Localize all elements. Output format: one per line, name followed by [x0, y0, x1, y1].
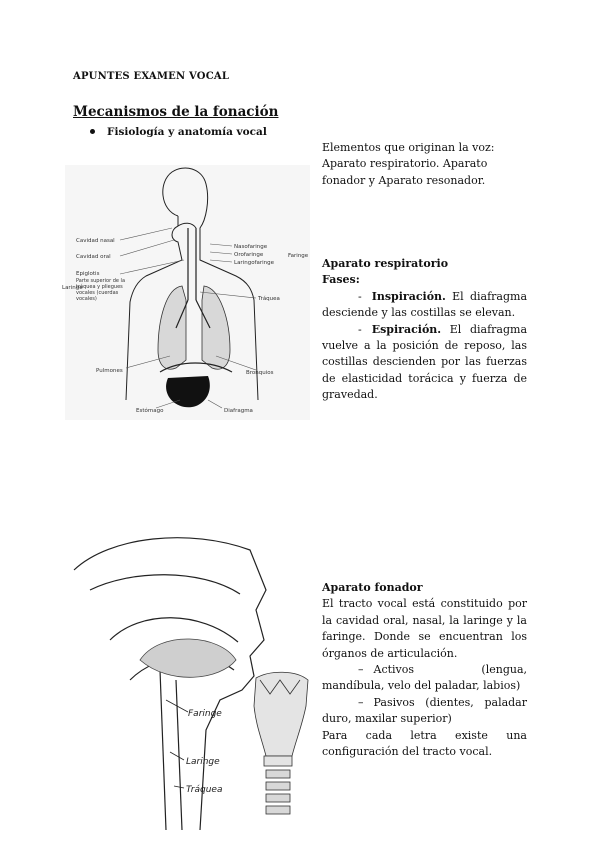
- respiratory-diagram: [60, 160, 315, 425]
- label-laringe-desc: Parte superior de la tráquea y pliegues vocales (cuerdas vocales): [76, 278, 126, 302]
- document-title: APUNTES EXAMEN VOCAL: [73, 71, 230, 82]
- fonador-block: [322, 580, 527, 760]
- label-bronquios: Bronquios: [246, 370, 274, 376]
- larynx-model: [254, 672, 308, 814]
- fonador-body: El tracto vocal está constituido por la cavidad oral, nasal, la laringe y la faringe. Donde se encuentran los órganos de articulación.: [322, 597, 527, 660]
- organos-activos: [322, 662, 527, 695]
- fase-term: Espiración.: [371, 322, 442, 336]
- respiratorio-title: Aparato respiratorio: [322, 257, 449, 270]
- label-laringe-2: Laringe: [186, 757, 220, 767]
- dash-marker: –: [358, 663, 364, 677]
- dash-marker: -: [358, 322, 362, 336]
- bullet-dot-icon: [90, 129, 95, 134]
- fase-term: Inspiración.: [371, 289, 446, 303]
- fase-inspiracion: [322, 289, 527, 322]
- vocal-tract-diagram: [70, 530, 315, 830]
- label-laringe: Laringe: [62, 285, 83, 291]
- organos-text: Activos (lengua, mandíbula, velo del paladar, labios): [322, 663, 527, 693]
- respiratorio-block: [322, 256, 527, 404]
- label-traquea-2: Tráquea: [186, 785, 223, 795]
- organos-pasivos: [322, 695, 527, 728]
- label-orofaringe: Orofaringe: [234, 252, 264, 258]
- dash-marker: –: [358, 695, 364, 709]
- dash-marker: -: [358, 289, 362, 303]
- label-nasofaringe: Nasofaringe: [234, 244, 268, 250]
- label-cavidad-nasal: Cavidad nasal: [76, 238, 115, 244]
- label-pulmones: Pulmones: [96, 368, 123, 374]
- fase-text: El diafragma desciende y las costillas se elevan.: [322, 289, 527, 320]
- organos-text: Pasivos (dientes, paladar duro, maxilar superior): [322, 695, 527, 726]
- fonador-title: Aparato fonador: [322, 581, 423, 594]
- fase-text: El diafragma vuelve a la posición de reposo, las costillas descienden por las fuerzas de elasticidad torácica y fuerza de gravedad.: [322, 322, 527, 402]
- label-epiglotis: Epiglotis: [76, 271, 100, 277]
- head-section: [74, 538, 266, 830]
- label-cavidad-oral: Cavidad oral: [76, 254, 111, 260]
- bullet-text: Fisiología y anatomía vocal: [107, 126, 267, 138]
- label-laringofaringe: Laringofaringe: [234, 260, 275, 266]
- fonador-closing: Para cada letra existe una configuración del tracto vocal.: [322, 728, 527, 759]
- bullet-item: [90, 126, 267, 138]
- label-faringe: Faringe: [288, 253, 309, 259]
- label-diafragma: Diafragma: [224, 408, 253, 414]
- tongue-shape: [140, 639, 236, 677]
- label-estomago: Estómago: [136, 408, 164, 414]
- label-traquea: Tráquea: [258, 296, 280, 302]
- section-title: Mecanismos de la fonación: [73, 104, 279, 120]
- fase-espiracion: [322, 322, 527, 404]
- label-laringe-desc-box: [76, 278, 138, 306]
- label-faringe-2: Faringe: [188, 709, 222, 719]
- intro-paragraph: Elementos que originan la voz: Aparato respiratorio. Aparato fonador y Aparato resonador.: [322, 141, 495, 187]
- fases-label: Fases:: [322, 273, 360, 287]
